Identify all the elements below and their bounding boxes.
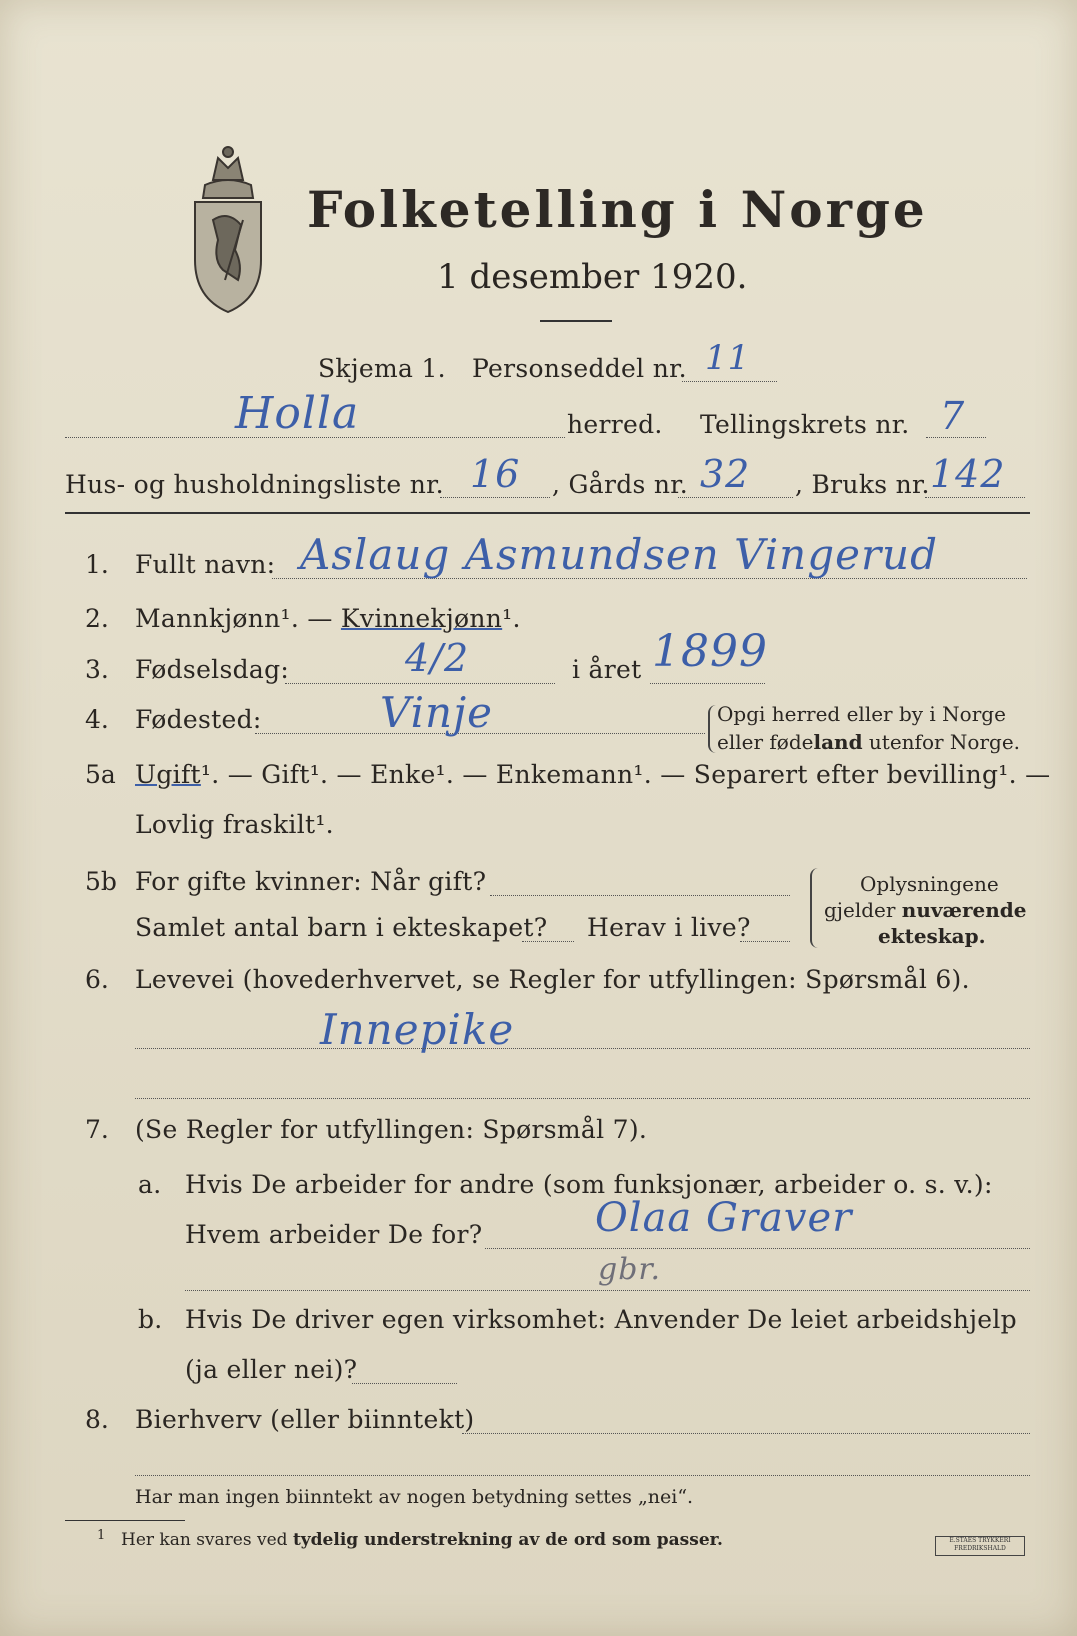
hus-label: Hus- og husholdningsliste nr. bbox=[65, 470, 444, 499]
year-line bbox=[650, 683, 765, 684]
birthplace-note-1: Opgi herred eller by i Norge bbox=[717, 702, 1006, 726]
q4-number: 4. bbox=[85, 705, 109, 734]
side-income-line bbox=[462, 1433, 1030, 1434]
side-income-line-2 bbox=[135, 1475, 1030, 1476]
hus-value[interactable]: 16 bbox=[470, 452, 521, 496]
q5b-married-label: For gifte kvinner: Når gift? bbox=[135, 867, 487, 896]
employer-line-2 bbox=[185, 1290, 1030, 1291]
q5a-number: 5a bbox=[85, 760, 116, 789]
hired-help-line bbox=[352, 1383, 457, 1384]
herred-value[interactable]: Holla bbox=[235, 388, 360, 439]
children-line bbox=[522, 941, 574, 942]
q7-label: (Se Regler for utfyllingen: Spørsmål 7). bbox=[135, 1115, 648, 1144]
q7-number: 7. bbox=[85, 1115, 109, 1144]
printer-stamp: E.STAES TRYKKERI FREDRIKSHALD bbox=[935, 1536, 1025, 1556]
q5b-alive-label: Herav i live? bbox=[587, 913, 751, 942]
q1-number: 1. bbox=[85, 550, 109, 579]
skjema-label: Skjema 1. bbox=[318, 354, 446, 383]
q1-label: Fullt navn: bbox=[135, 550, 276, 579]
q7a-line2: Hvem arbeider De for? bbox=[185, 1220, 483, 1249]
q3-label: Fødselsdag: bbox=[135, 655, 290, 684]
gender-options bbox=[135, 604, 521, 633]
marital-status-options bbox=[135, 760, 1050, 789]
married-line bbox=[490, 895, 790, 896]
marriage-note-1: Oplysningene bbox=[860, 872, 999, 896]
q3-number: 3. bbox=[85, 655, 109, 684]
occupation-line-1 bbox=[135, 1048, 1030, 1049]
q7a-line1: Hvis De arbeider for andre (som funksjonær, arbeider o. s. v.): bbox=[185, 1170, 993, 1199]
coat-of-arms-icon bbox=[183, 140, 273, 320]
alive-line bbox=[740, 941, 790, 942]
herred-label: herred. bbox=[567, 410, 663, 439]
gards-label: , Gårds nr. bbox=[552, 470, 689, 499]
birthday-line bbox=[285, 683, 555, 684]
bruks-line bbox=[925, 497, 1025, 498]
occupation-value[interactable]: Innepike bbox=[320, 1005, 515, 1054]
census-date: 1 desember 1920. bbox=[437, 257, 748, 297]
year-value[interactable]: 1899 bbox=[652, 626, 768, 677]
q5b-number: 5b bbox=[85, 867, 117, 896]
marital-divorced[interactable]: Lovlig fraskilt¹. bbox=[135, 810, 334, 839]
q8-note: Har man ingen biinntekt av nogen betydning settes „nei“. bbox=[135, 1486, 694, 1508]
gender-male[interactable]: Mannkjønn¹. — bbox=[135, 604, 341, 633]
bruks-value[interactable]: 142 bbox=[930, 452, 1006, 496]
marriage-note-3: ekteskap. bbox=[878, 924, 986, 948]
birthplace-note-bracket bbox=[708, 705, 716, 753]
q6-label: Levevei (hovederhvervet, se Regler for utfyllingen: Spørsmål 6). bbox=[135, 965, 970, 994]
herred-line bbox=[65, 437, 565, 438]
q6-number: 6. bbox=[85, 965, 109, 994]
employer-value-extra[interactable]: gbr. bbox=[598, 1252, 661, 1287]
birthday-value[interactable]: 4/2 bbox=[405, 636, 470, 680]
bruks-label: , Bruks nr. bbox=[795, 470, 930, 499]
personseddel-value[interactable]: 11 bbox=[705, 338, 751, 378]
marriage-note-bracket bbox=[810, 868, 820, 948]
q8-number: 8. bbox=[85, 1405, 109, 1434]
footnote-separator bbox=[65, 1520, 185, 1521]
q4-label: Fødested: bbox=[135, 705, 262, 734]
q7b-number: b. bbox=[138, 1305, 163, 1334]
hus-line bbox=[440, 497, 550, 498]
marital-others[interactable]: ¹. — Gift¹. — Enke¹. — Enkemann¹. — Separert efter bevilling¹. — bbox=[200, 760, 1051, 789]
title-divider bbox=[540, 320, 612, 322]
occupation-line-2 bbox=[135, 1098, 1030, 1099]
marriage-note-2: gjelder nuværende bbox=[824, 898, 1027, 922]
q7a-number: a. bbox=[138, 1170, 162, 1199]
personseddel-label: Personseddel nr. bbox=[472, 354, 687, 383]
employer-line bbox=[485, 1248, 1030, 1249]
marital-ugift[interactable]: Ugift bbox=[135, 760, 201, 789]
year-label: i året bbox=[572, 655, 642, 684]
form-title: Folketelling i Norge bbox=[307, 180, 928, 239]
q8-label: Bierhverv (eller biinntekt) bbox=[135, 1405, 475, 1434]
footnote-mark: 1 bbox=[97, 1528, 106, 1543]
gards-value[interactable]: 32 bbox=[700, 452, 751, 496]
footnote-text: Her kan svares ved tydelig understrekning av de ord som passer. bbox=[121, 1530, 723, 1550]
gender-female[interactable]: Kvinnekjønn bbox=[340, 604, 503, 633]
birthplace-value[interactable]: Vinje bbox=[380, 688, 493, 737]
tellingskrets-label: Tellingskrets nr. bbox=[700, 410, 910, 439]
gards-line bbox=[678, 497, 793, 498]
full-name-value[interactable]: Aslaug Asmundsen Vingerud bbox=[300, 530, 938, 579]
header-separator bbox=[65, 512, 1030, 514]
gender-suffix: ¹. bbox=[502, 604, 521, 633]
q2-number: 2. bbox=[85, 604, 109, 633]
employer-value[interactable]: Olaa Graver bbox=[595, 1195, 853, 1241]
q5b-children-label: Samlet antal barn i ekteskapet? bbox=[135, 913, 548, 942]
tellingskrets-value[interactable]: 7 bbox=[940, 394, 966, 438]
birthplace-note-2: eller fødeland utenfor Norge. bbox=[717, 730, 1021, 754]
q7b-line2: (ja eller nei)? bbox=[185, 1355, 358, 1384]
q7b-line1: Hvis De driver egen virksomhet: Anvender De leiet arbeidshjelp bbox=[185, 1305, 1017, 1334]
personseddel-line bbox=[682, 381, 777, 382]
